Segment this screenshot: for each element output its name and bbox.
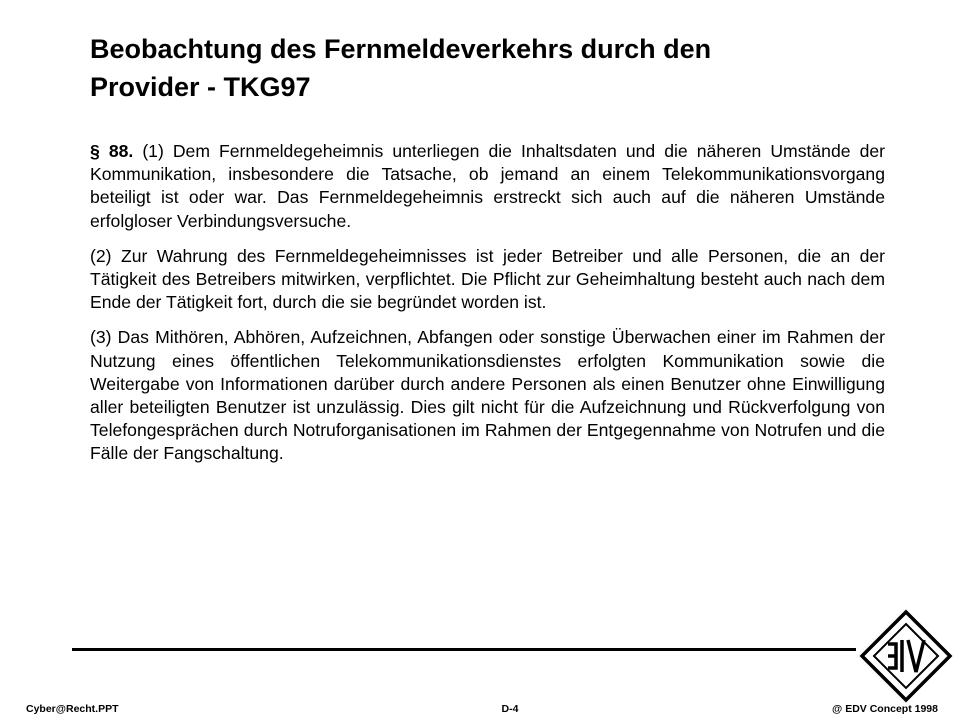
slide-title-line-2: Provider - TKG97 <box>90 72 311 102</box>
slide-title <box>90 30 880 106</box>
footer-page-number: D-4 <box>501 703 519 715</box>
footer-filename: Cyber@Recht.PPT <box>26 703 119 715</box>
footer-copyright: @ EDV Concept 1998 <box>832 703 938 715</box>
footer-divider <box>72 648 856 651</box>
paragraph-3: (3) Das Mithören, Abhören, Aufzeichnen, Abfangen oder sonstige Überwachen einer im Rahmen der Nutzung eines öffentlichen Telekommunikationsdienstes erfolgten Kommunikation sowie die Weitergabe von Informationen darüber durch andere Personen als einen Benutzer ohne Einwilligung aller beteiligten Benutzer ist unzulässig. Dies gilt nicht für die Aufzeichnung und Rückverfolgung von Telefongesprächen durch Notruforganisationen im Rahmen der Entgegennahme von Notrufen und die Fälle der Fangschaltung. <box>90 327 885 464</box>
section-number: § 88. <box>90 141 134 161</box>
paragraph-2: (2) Zur Wahrung des Fernmeldegeheimnisses ist jeder Betreiber und alle Personen, die an der Tätigkeit des Betreibers mitwirken, verpflichtet. Die Pflicht zur Geheimhaltung besteht auch nach dem Ende der Tätigkeit fort, durch die sie begründet worden ist. <box>90 245 885 313</box>
slide-body <box>90 140 885 478</box>
edv-diamond-logo-icon <box>858 608 954 704</box>
paragraph-1-text: (1) Dem Fernmeldegeheimnis unterliegen die Inhaltsdaten und die näheren Umstände der Kommunikation, insbesondere die Tatsache, ob jemand an einem Telekommunikationsvorgang beteiligt ist oder war. Das Fernmeldegeheimnis erstreckt sich auch auf die näheren Umstände erfolgloser Verbindungsversuche. <box>90 141 885 231</box>
slide-title-line-1: Beobachtung des Fernmeldeverkehrs durch den <box>90 34 712 64</box>
paragraph-1 <box>90 140 885 233</box>
